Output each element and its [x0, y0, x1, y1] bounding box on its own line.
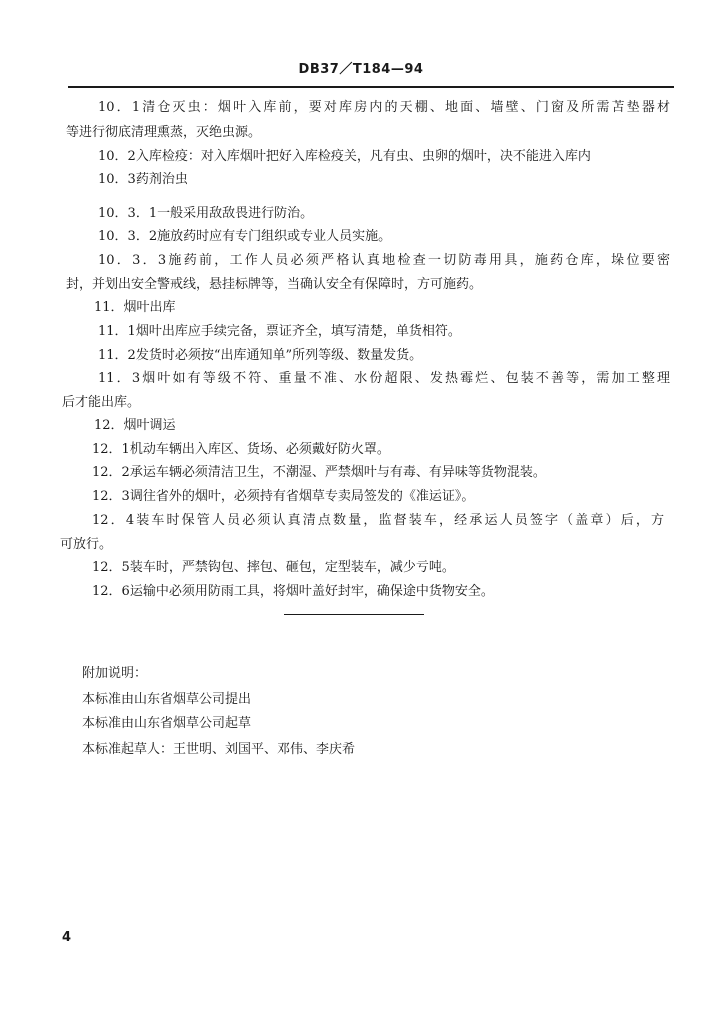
text-line: 12．6运输中必须用防雨工具，将烟叶盖好封牢，确保途中货物安全。 [92, 584, 494, 599]
text-line: 12．2承运车辆必须清洁卫生，不潮湿、严禁烟叶与有毒、有异味等货物混装。 [92, 465, 546, 480]
section-end-rule [284, 614, 424, 615]
appendix-line: 本标准由山东省烟草公司提出 [82, 692, 252, 707]
text-line: 11．2发货时必须按“出库通知单”所列等级、数量发货。 [98, 348, 423, 363]
page-number: 4 [62, 930, 72, 945]
text-line: 10．3．1一般采用敌敌畏进行防治。 [98, 206, 314, 221]
text-line: 11．1烟叶出库应手续完备，票证齐全，填写清楚，单货相符。 [98, 324, 461, 339]
text-line: 10．3．2施放药时应有专门组织或专业人员实施。 [98, 229, 392, 244]
text-line: 12．5装车时，严禁钩包、摔包、砸包，定型装车，减少亏吨。 [92, 560, 455, 575]
section-heading: 11．烟叶出库 [94, 300, 176, 315]
page-header-code: DB37／T184—94 [298, 62, 424, 77]
appendix-heading: 附加说明： [82, 666, 148, 681]
text-line: 12．4装车时保管人员必须认真清点数量，监督装车，经承运人员签字（盖章）后，方 [92, 513, 664, 528]
text-line: 10．1清仓灭虫：烟叶入库前，要对库房内的天棚、地面、墙壁、门窗及所需苫垫器材 [98, 100, 670, 115]
text-line: 可放行。 [60, 537, 113, 552]
text-line: 10．3．3施药前，工作人员必须严格认真地检查一切防毒用具，施药仓库，垛位要密 [98, 253, 670, 268]
text-line: 后才能出库。 [62, 395, 141, 410]
section-heading: 12．烟叶调运 [94, 418, 176, 433]
text-line: 等进行彻底清理熏蒸，灭绝虫源。 [66, 125, 262, 140]
text-line: 封，并划出安全警戒线，悬挂标牌等，当确认安全有保障时，方可施药。 [66, 277, 483, 292]
text-line: 10．3药剂治虫 [98, 172, 188, 187]
text-line: 10．2入库检疫：对入库烟叶把好入库检疫关，凡有虫、虫卵的烟叶，决不能进入库内 [98, 149, 591, 164]
text-line: 12．3调往省外的烟叶，必须持有省烟草专卖局签发的《准运证》。 [92, 489, 475, 504]
text-line: 12．1机动车辆出入库区、货场、必须戴好防火罩。 [92, 442, 390, 457]
text-line: 11．3烟叶如有等级不符、重量不准、水份超限、发热霉烂、包装不善等，需加工整理 [98, 371, 670, 386]
header-divider [68, 86, 674, 88]
appendix-line: 本标准由山东省烟草公司起草 [82, 716, 252, 731]
appendix-line: 本标准起草人：王世明、刘国平、邓伟、李庆希 [82, 742, 356, 757]
